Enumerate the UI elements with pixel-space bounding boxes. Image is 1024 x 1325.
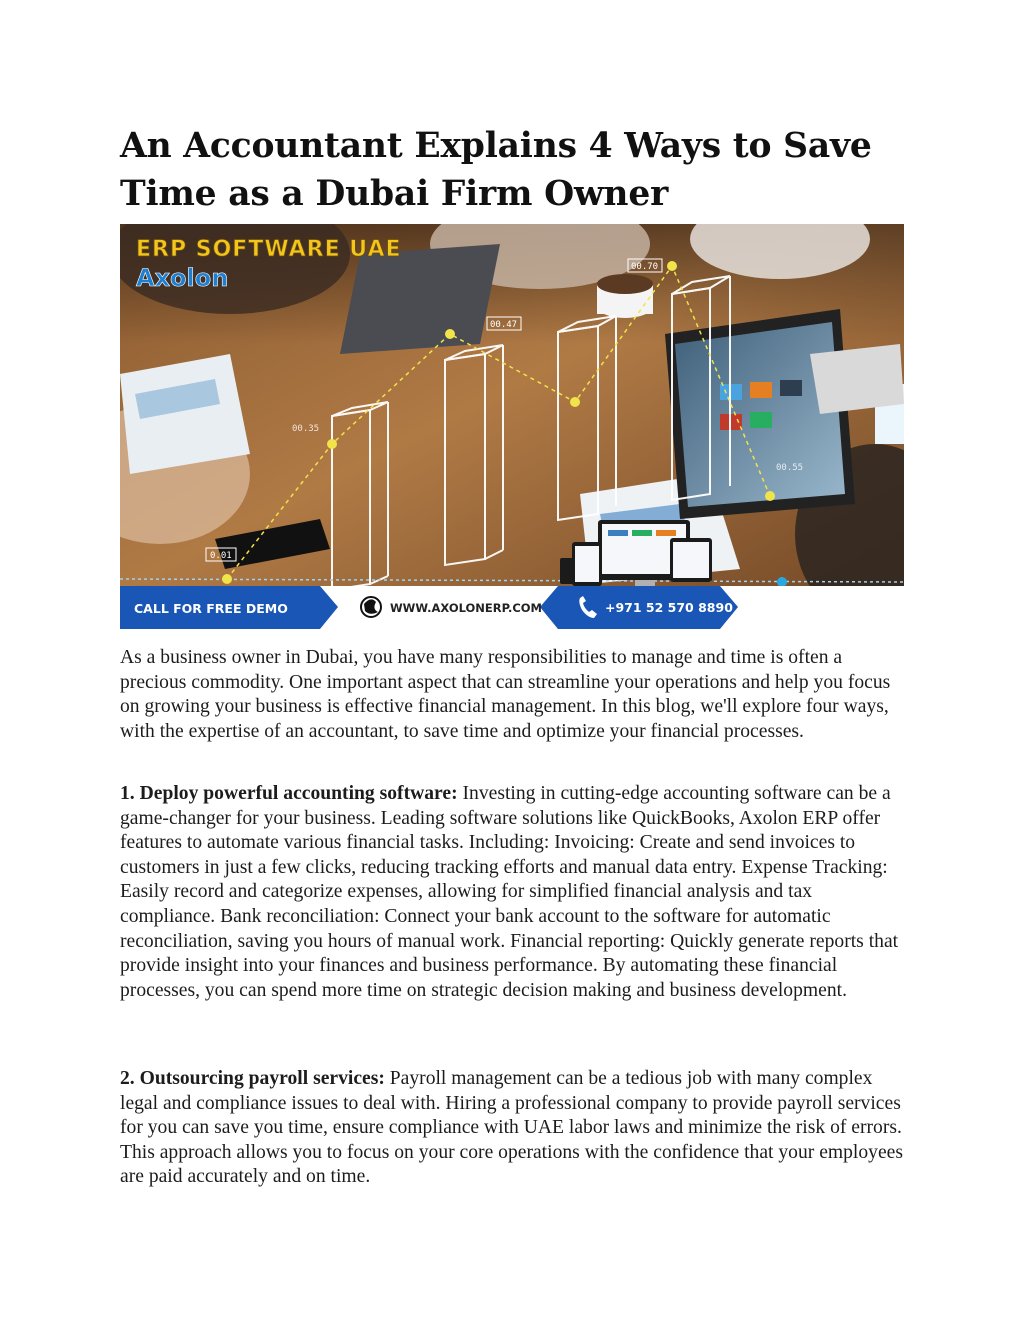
website-link[interactable]: WWW.AXOLONERP.COM — [390, 601, 542, 615]
intro-paragraph: As a business owner in Dubai, you have many responsibilities to manage and time is often a precious commodity. One important aspect that can streamline your operations and help you focus on growing your business is effective financial management. In this blog, we'll explore four ways, with the expertise of an accountant, to save time and optimize your financial processes. — [120, 647, 891, 742]
data-point — [667, 261, 677, 271]
section-text-2: Payroll management can be a tedious job with many complex legal and compliance issues to deal with. Hiring a professional company to provide payroll services for you can save you time, ensure compliance with UAE labor laws and minimize the risk of errors. This approach allows you to focus on your core operations with the confidence that your employees are paid accurately and on time. — [120, 1068, 903, 1188]
chart-value-label: 00.47 — [490, 320, 518, 330]
banner-title: ERP SOFTWARE UAE — [136, 237, 402, 262]
chart-value-label: 00.55 — [776, 463, 804, 473]
data-point — [765, 491, 775, 501]
section-paragraph-1 — [120, 782, 910, 1003]
section-text-1: Investing in cutting-edge accounting software can be a game-changer for your business. Leading software solutions like QuickBooks, Axolon ERP offer features to automate various financial tasks. Including: Invoicing: Create and send invoices to customers in just a few clicks, reducing tracking efforts and manual data entry. Expense Tracking: Easily record and categorize expenses, allowing for simplified financial analysis and tax compliance. Bank reconciliation: Connect your bank account to the software for automatic reconciliation, saving you hours of manual work. Financial reporting: Quickly generate reports that provide insight into your finances and business performance. By automating these financial processes, you can spend more time on strategic decision making and business development. — [120, 783, 899, 1001]
chart-value-label: 00.70 — [631, 262, 659, 272]
data-point — [570, 397, 580, 407]
phone-number[interactable]: +971 52 570 8890 — [605, 600, 733, 615]
page-title: An Accountant Explains 4 Ways to Save Time as a Dubai Firm Owner — [120, 126, 872, 214]
cta-label[interactable]: CALL FOR FREE DEMO — [134, 601, 288, 616]
section-paragraph-2 — [120, 1067, 910, 1190]
section-heading-2: 2. Outsourcing payroll services: — [120, 1068, 385, 1089]
data-point — [327, 439, 337, 449]
data-point — [445, 329, 455, 339]
chart-value-label: 00.35 — [292, 424, 320, 434]
data-point — [222, 574, 232, 584]
chart-value-label: 0.01 — [210, 551, 232, 561]
hero-image — [120, 224, 904, 629]
brand-logo: Axolon — [136, 264, 229, 292]
section-heading-1: 1. Deploy powerful accounting software: — [120, 783, 458, 804]
calculator — [810, 344, 904, 414]
